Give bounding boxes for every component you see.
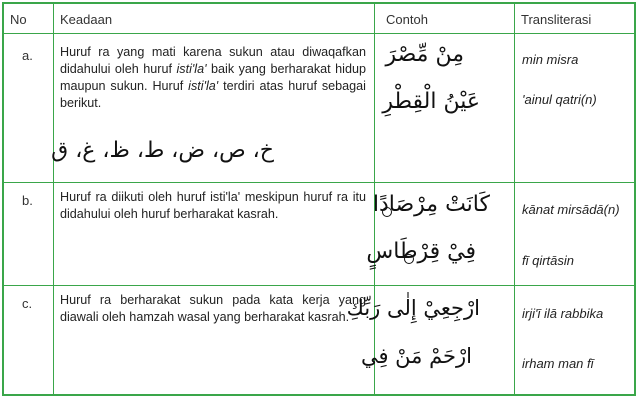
header-no: No	[10, 12, 27, 27]
row-a-description: Huruf ra yang mati karena sukun atau diwaqafkan didahului oleh huruf isti'la' baik yang berharakat hidup maupun sukun. Huruf isti'la' terdiri atas huruf sebagai berikut.	[60, 45, 366, 110]
row-c-arabic-2: ارْحَمْ مَنْ فِي	[360, 344, 472, 368]
header-contoh: Contoh	[386, 12, 428, 27]
row-c-translit-1: irji'ī ilā rabbika	[522, 306, 604, 321]
row-b-arabic-1: كَانَتْ مِرْصَادًا	[372, 192, 490, 217]
rules-table	[2, 2, 636, 396]
row-b-arabic-2: فِيْ قِرْطَاسٍ	[366, 239, 476, 264]
header-keadaan: Keadaan	[60, 12, 113, 27]
column-divider	[53, 4, 54, 394]
row-b-description: Huruf ra diikuti oleh huruf isti'la' meskipun huruf ra itu didahului oleh huruf berharakat kasrah.	[60, 190, 366, 221]
header-transliterasi: Transliterasi	[521, 12, 592, 27]
row-a-letters: خ، ص، ض، ط، ظ، غ، ق	[51, 138, 274, 163]
row-c-arabic-1: ارْجِعِيْ إِلٰى رَبِّكِ	[346, 296, 480, 320]
row-a-number: a.	[22, 48, 33, 63]
row-b-translit-2: fī qirtāsin	[522, 253, 575, 268]
row-c-number: c.	[22, 296, 33, 311]
row-a-translit-1: min misra	[522, 52, 579, 67]
row-a-arabic-2: عَيْنُ الْقِطْرِ	[382, 89, 480, 114]
row-divider	[4, 33, 634, 34]
row-c-description: Huruf ra berharakat sukun pada kata kerja yang diawali oleh hamzah wasal yang berharakat kasrah.	[60, 293, 366, 324]
row-b-translit-1: kānat mirsādā(n)	[522, 202, 620, 217]
row-b-number: b.	[22, 193, 33, 208]
column-divider	[514, 4, 515, 394]
row-c-translit-2: irham man fī	[522, 356, 594, 371]
row-divider	[4, 182, 634, 183]
row-divider	[4, 285, 634, 286]
row-a-arabic-1: مِنْ مِّصْرَ	[385, 42, 464, 67]
row-a-translit-2: 'ainul qatri(n)	[522, 92, 597, 107]
